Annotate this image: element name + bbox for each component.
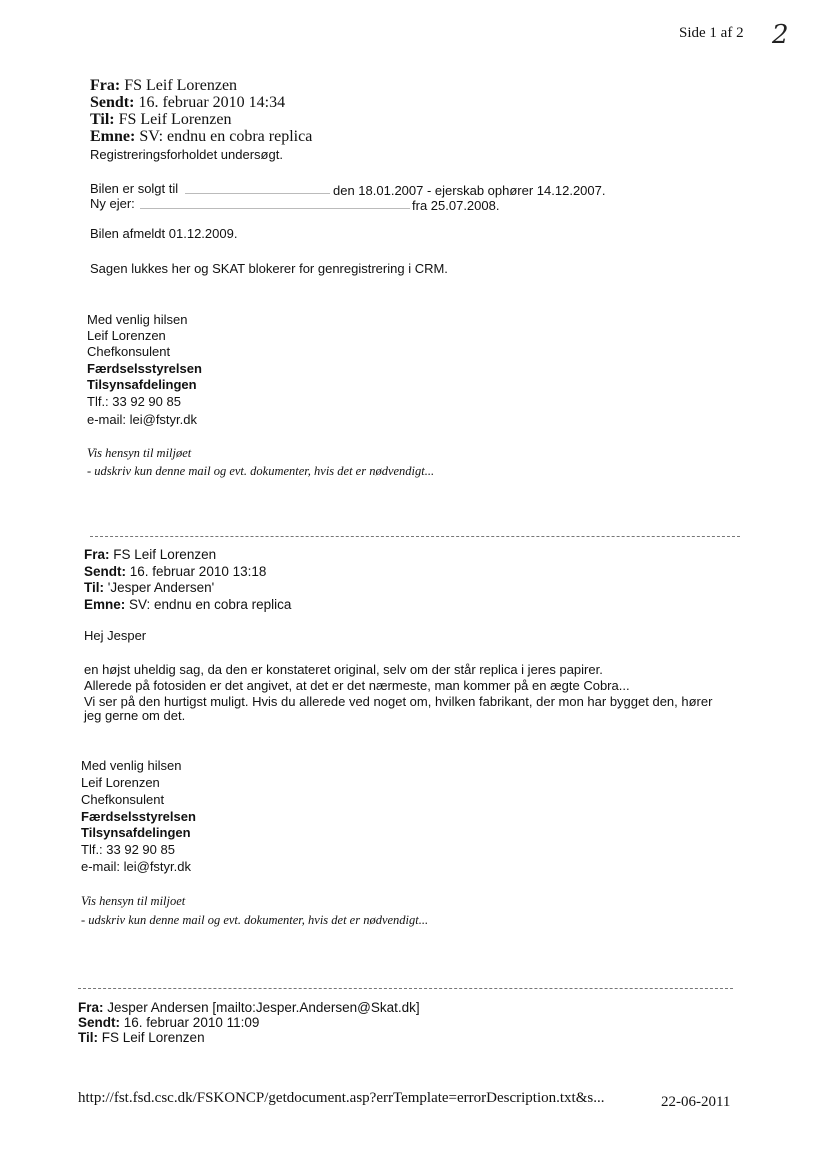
email3-from-value: Jesper Andersen [mailto:Jesper.Andersen@Skat.dk] bbox=[107, 1000, 420, 1015]
email2-to-label: Til: bbox=[84, 580, 104, 595]
email1-sig-title: Chefkonsulent bbox=[87, 344, 171, 359]
email1-sent-label: Sendt: bbox=[90, 94, 135, 111]
email1-from-label: Fra: bbox=[90, 77, 121, 94]
email2-to-value: 'Jesper Andersen' bbox=[107, 580, 215, 595]
email2-subject-label: Emne: bbox=[84, 597, 126, 612]
email2-sig-org: Færdselsstyrelsen bbox=[81, 809, 196, 824]
email2-sig-dept: Tilsynsafdelingen bbox=[81, 825, 191, 840]
email2-sent-label: Sendt: bbox=[84, 564, 126, 579]
email1-body-line1: Registreringsforholdet undersøgt. bbox=[90, 147, 283, 162]
email2-sig-phone: Tlf.: 33 92 90 85 bbox=[81, 842, 175, 857]
email1-subject-value: SV: endnu en cobra replica bbox=[139, 128, 313, 145]
email2-sig-name: Leif Lorenzen bbox=[81, 775, 160, 790]
email2-body-line4: jeg gerne om det. bbox=[84, 708, 186, 723]
email2-subject-value: SV: endnu en cobra replica bbox=[129, 597, 292, 612]
email2-env-line2: - udskriv kun denne mail og evt. dokumenter, hvis det er nødvendigt... bbox=[81, 913, 429, 927]
email3-to-row bbox=[78, 1030, 205, 1047]
email1-to-label: Til: bbox=[90, 111, 115, 128]
email3-sent-label: Sendt: bbox=[78, 1015, 120, 1030]
email2-sent-value: 16. februar 2010 13:18 bbox=[129, 564, 267, 579]
email2-body-line3: Vi ser på den hurtigst muligt. Hvis du allerede ved noget om, hvilken fabrikant, der mon har bygget den, hører bbox=[84, 694, 713, 709]
email2-env-line1: Vis hensyn til miljoet bbox=[81, 894, 186, 908]
footer-date: 22-06-2011 bbox=[661, 1094, 731, 1110]
email2-body-line2: Allerede på fotosiden er det angivet, at det er det nærmeste, man kommer på en ægte Cobra... bbox=[84, 678, 630, 693]
email1-sig-phone: Tlf.: 33 92 90 85 bbox=[87, 394, 181, 409]
email1-to-row bbox=[90, 111, 231, 128]
email1-sent-value: 16. februar 2010 14:34 bbox=[138, 94, 286, 111]
email2-sig-email: e-mail: lei@fstyr.dk bbox=[81, 859, 191, 874]
email1-subject-label: Emne: bbox=[90, 128, 136, 145]
separator-line bbox=[78, 988, 733, 989]
email1-sig-org: Færdselsstyrelsen bbox=[87, 361, 202, 376]
email2-subject-row bbox=[84, 597, 291, 614]
email1-subject-row bbox=[90, 128, 312, 145]
email2-from-row bbox=[84, 547, 216, 564]
email1-env-line1: Vis hensyn til miljøet bbox=[87, 446, 192, 460]
email2-sig-greeting: Med venlig hilsen bbox=[81, 758, 182, 773]
email1-env-line2: - udskriv kun denne mail og evt. dokumenter, hvis det er nødvendigt... bbox=[87, 464, 435, 478]
email1-sent-row bbox=[90, 94, 285, 111]
email2-sig-title: Chefkonsulent bbox=[81, 792, 165, 807]
email1-sig-greeting: Med venlig hilsen bbox=[87, 312, 188, 327]
email1-from-row bbox=[90, 77, 237, 94]
email2-body-line1: en højst uheldig sag, da den er konstateret original, selv om der står replica i jeres papirer. bbox=[84, 662, 603, 677]
separator-line bbox=[90, 536, 740, 537]
email1-sold-suffix: den 18.01.2007 - ejerskab ophører 14.12.2007. bbox=[333, 183, 606, 198]
email3-from-label: Fra: bbox=[78, 1000, 104, 1015]
email1-sig-dept: Tilsynsafdelingen bbox=[87, 377, 197, 392]
footer-url: http://fst.fsd.csc.dk/FSKONCP/getdocument.asp?errTemplate=errorDescription.txt&s... bbox=[78, 1090, 605, 1106]
redaction-mark bbox=[185, 193, 330, 194]
email2-to-row bbox=[84, 580, 214, 597]
email2-sent-row bbox=[84, 564, 266, 581]
email2-from-value: FS Leif Lorenzen bbox=[113, 547, 217, 562]
email1-closing: Sagen lukkes her og SKAT blokerer for genregistrering i CRM. bbox=[90, 261, 448, 276]
email1-deregistered: Bilen afmeldt 01.12.2009. bbox=[90, 226, 238, 241]
email3-to-label: Til: bbox=[78, 1030, 98, 1045]
email2-greeting: Hej Jesper bbox=[84, 628, 147, 643]
email1-new-owner-suffix: fra 25.07.2008. bbox=[412, 198, 500, 213]
handwritten-page-number: 2 bbox=[772, 20, 789, 50]
email3-to-value: FS Leif Lorenzen bbox=[101, 1030, 205, 1045]
email2-from-label: Fra: bbox=[84, 547, 110, 562]
email1-sig-email: e-mail: lei@fstyr.dk bbox=[87, 412, 197, 427]
email1-new-owner-prefix: Ny ejer: bbox=[90, 196, 135, 211]
email1-sold-prefix: Bilen er solgt til bbox=[90, 181, 179, 196]
email1-from-value: FS Leif Lorenzen bbox=[124, 77, 238, 94]
email1-sig-name: Leif Lorenzen bbox=[87, 328, 166, 343]
email3-sent-value: 16. februar 2010 11:09 bbox=[123, 1015, 260, 1030]
redaction-mark bbox=[140, 208, 410, 209]
page-label: Side 1 af 2 bbox=[679, 25, 744, 41]
email1-to-value: FS Leif Lorenzen bbox=[118, 111, 232, 128]
